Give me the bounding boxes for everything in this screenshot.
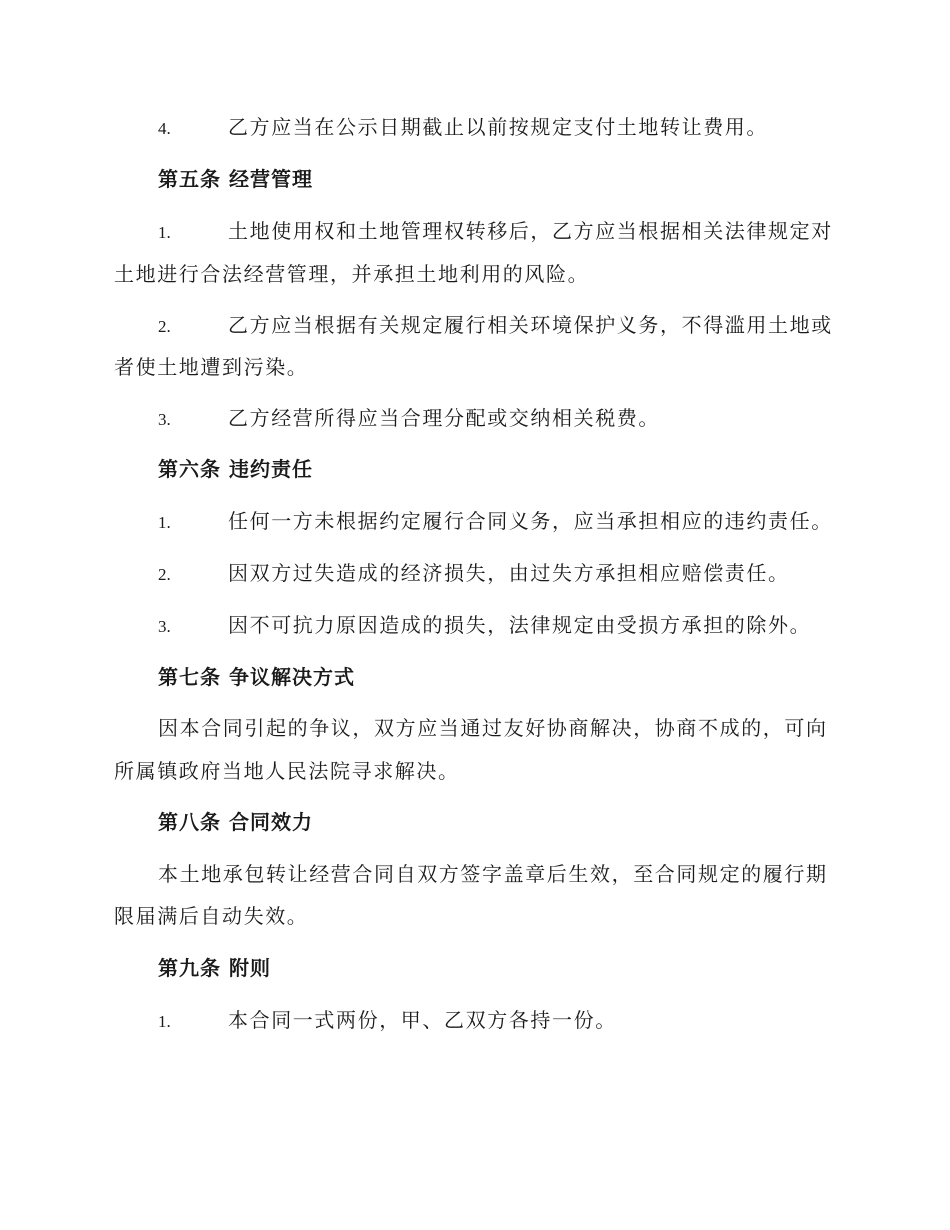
article-6-heading: 第六条 违约责任: [158, 457, 313, 481]
item-number: 2.: [158, 565, 171, 584]
article-8-line-1: [114, 852, 834, 896]
clause-5-2-line-2: 者使土地遭到污染。: [114, 355, 309, 379]
article-7-line-1: [114, 706, 834, 750]
item-number: 3.: [158, 617, 171, 636]
item-number: 4.: [158, 119, 171, 138]
item-number: 2.: [158, 317, 171, 336]
article-8-heading: 第八条 合同效力: [158, 810, 313, 834]
item-number: 1.: [158, 1012, 171, 1031]
item-number: 3.: [158, 410, 171, 429]
clause-5-1-line-2: 土地进行合法经营管理，并承担土地利用的风险。: [114, 262, 590, 286]
clause-5-2-line-1: [114, 303, 834, 347]
item-text: 乙方应当在公示日期截止以前按规定支付土地转让费用。: [228, 115, 768, 139]
item-text: 乙方经营所得应当合理分配或交纳相关税费。: [228, 406, 660, 430]
article-7-line-2: 所属镇政府当地人民法院寻求解决。: [114, 759, 460, 783]
item-text: 因不可抗力原因造成的损失，法律规定由受损方承担的除外。: [228, 613, 812, 637]
clause-4-4: [114, 105, 834, 149]
item-text: 本合同一式两份，甲、乙双方各持一份。: [228, 1008, 617, 1032]
clause-5-3: [114, 396, 834, 440]
clause-5-1-line-1: [114, 209, 834, 253]
article-9-heading: 第九条 附则: [158, 956, 271, 980]
article-8-line-2: 限届满后自动失效。: [114, 904, 309, 928]
clause-6-3: [114, 603, 834, 647]
clause-6-2: [114, 551, 834, 595]
item-number: 1.: [158, 223, 171, 242]
item-text: 任何一方未根据约定履行合同义务，应当承担相应的违约责任。: [228, 509, 833, 533]
item-text: 土地使用权和土地管理权转移后，乙方应当根据相关法律规定对: [228, 219, 833, 243]
paragraph-text: 因本合同引起的争议，双方应当通过友好协商解决，协商不成的，可向: [158, 716, 828, 740]
paragraph-text: 本土地承包转让经营合同自双方签字盖章后生效，至合同规定的履行期: [158, 862, 828, 886]
clause-9-1: [114, 998, 834, 1042]
item-text: 因双方过失造成的经济损失，由过失方承担相应赔偿责任。: [228, 561, 790, 585]
item-number: 1.: [158, 513, 171, 532]
clause-6-1: [114, 499, 834, 543]
item-text: 乙方应当根据有关规定履行相关环境保护义务，不得滥用土地或: [228, 313, 833, 337]
article-5-heading: 第五条 经营管理: [158, 167, 313, 191]
article-7-heading: 第七条 争议解决方式: [158, 665, 355, 689]
